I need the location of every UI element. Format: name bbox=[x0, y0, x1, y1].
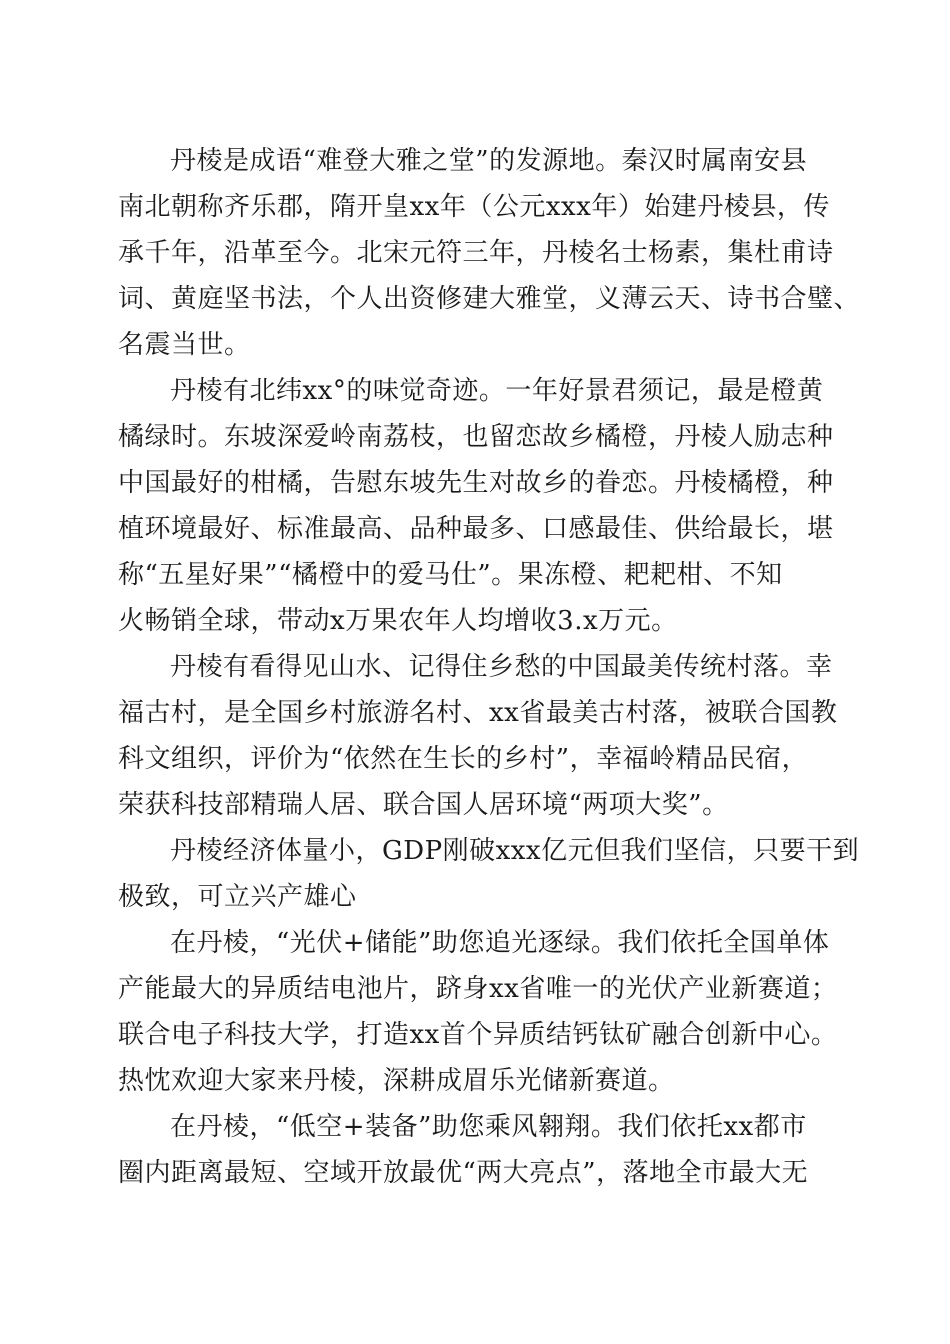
text-line: 植环境最好、标准最高、品种最多、口感最佳、供给最长，堪 bbox=[118, 514, 834, 544]
text-line: 荣获科技部精瑞人居、联合国人居环境“两项大奖”。 bbox=[118, 790, 729, 820]
text-line: 在丹棱，“光伏+储能”助您追光逐绿。我们依托全国单体 bbox=[170, 928, 830, 958]
text-line: 极致，可立兴产雄心 bbox=[118, 882, 357, 912]
text-line: 词、黄庭坚书法，个人出资修建大雅堂，义薄云天、诗书合璧、 bbox=[118, 284, 861, 314]
paragraph-village bbox=[118, 644, 838, 828]
text-line: 丹棱有看得见山水、记得住乡愁的中国最美传统村落。幸 bbox=[170, 652, 833, 682]
text-line: 承千年，沿革至今。北宋元符三年，丹棱名士杨素，集杜甫诗 bbox=[118, 238, 834, 268]
text-line: 产能最大的异质结电池片，跻身xx省唯一的光伏产业新赛道； bbox=[118, 974, 838, 1004]
document-body bbox=[118, 138, 861, 1196]
paragraph-economy bbox=[118, 828, 860, 920]
text-line: 联合电子科技大学，打造xx首个异质结钙钛矿融合创新中心。 bbox=[118, 1020, 838, 1050]
text-line: 热忱欢迎大家来丹棱，深耕成眉乐光储新赛道。 bbox=[118, 1066, 675, 1096]
paragraph-low-altitude bbox=[118, 1104, 832, 1196]
text-line: 火畅销全球，带动x万果农年人均增收3.x万元。 bbox=[118, 606, 678, 636]
text-line: 名震当世。 bbox=[118, 330, 251, 360]
text-line: 中国最好的柑橘，告慰东坡先生对故乡的眷恋。丹棱橘橙，种 bbox=[118, 468, 834, 498]
paragraph-origin bbox=[118, 138, 861, 368]
text-line: 橘绿时。东坡深爱岭南荔枝，也留恋故乡橘橙，丹棱人励志种 bbox=[118, 422, 834, 452]
text-line: 圈内距离最短、空域开放最优“两大亮点”，落地全市最大无 bbox=[118, 1158, 809, 1188]
text-line: 南北朝称齐乐郡，隋开皇xx年（公元xxx年）始建丹棱县，传 bbox=[118, 192, 830, 222]
text-line: 在丹棱，“低空+装备”助您乘风翱翔。我们依托xx都市 bbox=[170, 1112, 807, 1142]
paragraph-citrus bbox=[118, 368, 832, 644]
text-line: 称“五星好果”“橘橙中的爱马仕”。果冻橙、耙耙柑、不知 bbox=[118, 560, 783, 590]
paragraph-photovoltaic bbox=[118, 920, 838, 1104]
text-line: 科文组织，评价为“依然在生长的乡村”，幸福岭精品民宿， bbox=[118, 744, 809, 774]
text-line: 丹棱有北纬xx°的味觉奇迹。一年好景君须记，最是橙黄 bbox=[170, 376, 824, 406]
text-line: 丹棱经济体量小，GDP刚破xxx亿元但我们坚信，只要干到 bbox=[170, 836, 860, 866]
text-line: 丹棱是成语“难登大雅之堂”的发源地。秦汉时属南安县 bbox=[170, 146, 808, 176]
text-line: 福古村，是全国乡村旅游名村、xx省最美古村落，被联合国教 bbox=[118, 698, 838, 728]
